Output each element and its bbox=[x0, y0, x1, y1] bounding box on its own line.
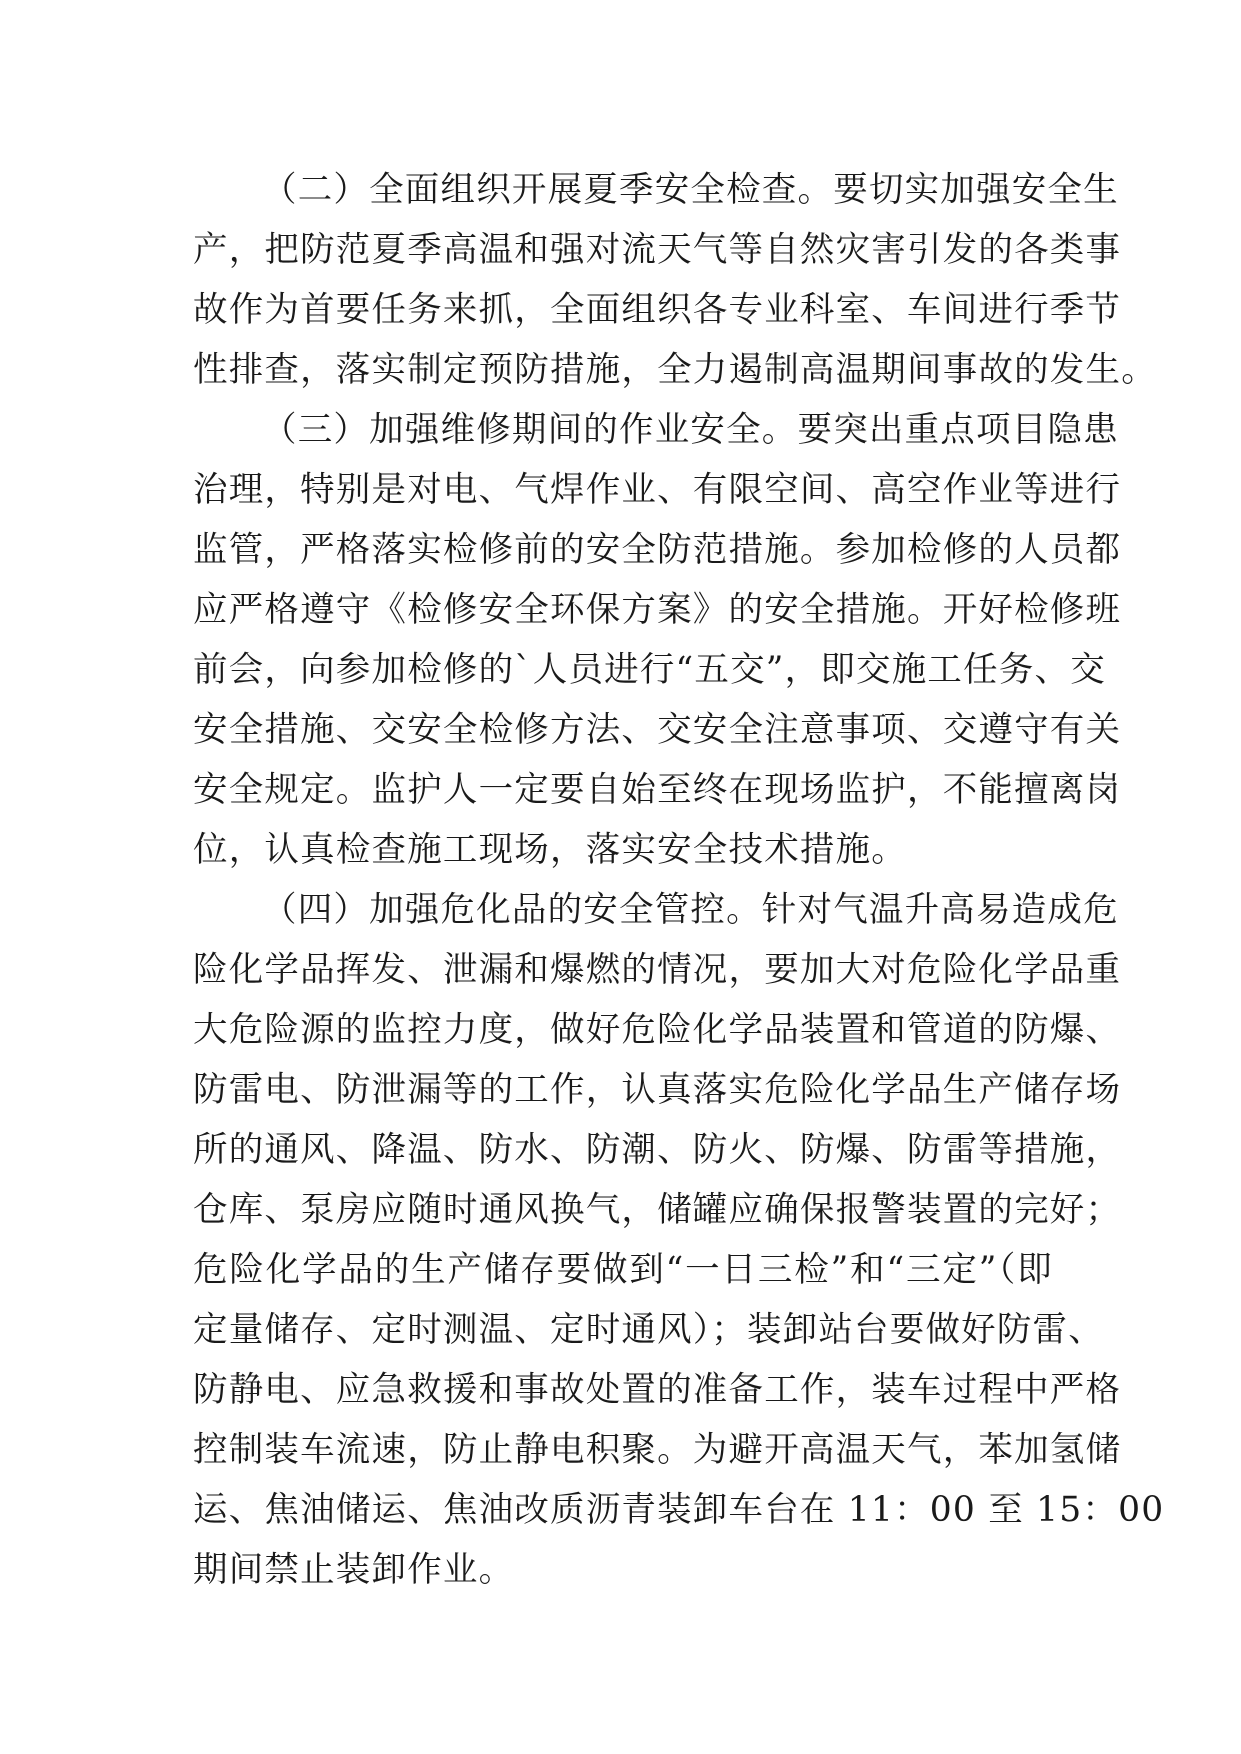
text-line: 故作为首要任务来抓，全面组织各专业科室、车间进行季节 bbox=[193, 290, 1122, 330]
text-line: 期间禁止装卸作业。 bbox=[193, 1550, 515, 1590]
text-line: 防静电、应急救援和事故处置的准备工作，装车过程中严格 bbox=[193, 1370, 1122, 1410]
text-line: 治理，特别是对电、气焊作业、有限空间、高空作业等进行 bbox=[193, 470, 1122, 510]
document-body bbox=[193, 160, 1165, 1600]
text-line: （三）加强维修期间的作业安全。要突出重点项目隐患 bbox=[262, 410, 1119, 450]
text-line: 仓库、泵房应随时通风换气，储罐应确保报警装置的完好； bbox=[193, 1190, 1122, 1230]
text-line: 位，认真检查施工现场，落实安全技术措施。 bbox=[193, 830, 907, 870]
text-line: 安全规定。监护人一定要自始至终在现场监护，不能擅离岗 bbox=[193, 770, 1122, 810]
text-line: 所的通风、降温、防水、防潮、防火、防爆、防雷等措施， bbox=[193, 1130, 1122, 1170]
text-line: （二）全面组织开展夏季安全检查。要切实加强安全生 bbox=[262, 170, 1119, 210]
text-line: 防雷电、防泄漏等的工作，认真落实危险化学品生产储存场 bbox=[193, 1070, 1122, 1110]
text-line: （四）加强危化品的安全管控。针对气温升高易造成危 bbox=[262, 890, 1119, 930]
text-line: 产，把防范夏季高温和强对流天气等自然灾害引发的各类事 bbox=[193, 230, 1122, 270]
paragraph-hazardous-chemicals-control bbox=[193, 880, 1165, 1600]
paragraph-maintenance-safety bbox=[193, 400, 1122, 880]
text-line: 险化学品挥发、泄漏和爆燃的情况，要加大对危险化学品重 bbox=[193, 950, 1122, 990]
text-line: 定量储存、定时测温、定时通风）；装卸站台要做好防雷、 bbox=[193, 1310, 1104, 1350]
text-line: 监管，严格落实检修前的安全防范措施。参加检修的人员都 bbox=[193, 530, 1122, 570]
text-line: 大危险源的监控力度，做好危险化学品装置和管道的防爆、 bbox=[193, 1010, 1122, 1050]
text-line: 运、焦油储运、焦油改质沥青装卸车台在 11：00 至 15：00 bbox=[193, 1490, 1165, 1530]
text-line: 控制装车流速，防止静电积聚。为避开高温天气，苯加氢储 bbox=[193, 1430, 1122, 1470]
text-line: 应严格遵守《检修安全环保方案》的安全措施。开好检修班 bbox=[193, 590, 1122, 630]
paragraph-summer-safety-inspection bbox=[193, 160, 1157, 400]
text-line: 安全措施、交安全检修方法、交安全注意事项、交遵守有关 bbox=[193, 710, 1122, 750]
text-line: 性排查，落实制定预防措施，全力遏制高温期间事故的发生。 bbox=[193, 350, 1157, 390]
text-line: 前会，向参加检修的`人员进行“五交”，即交施工任务、交 bbox=[193, 650, 1106, 690]
text-line: 危险化学品的生产储存要做到“一日三检”和“三定”（即 bbox=[193, 1250, 1053, 1290]
